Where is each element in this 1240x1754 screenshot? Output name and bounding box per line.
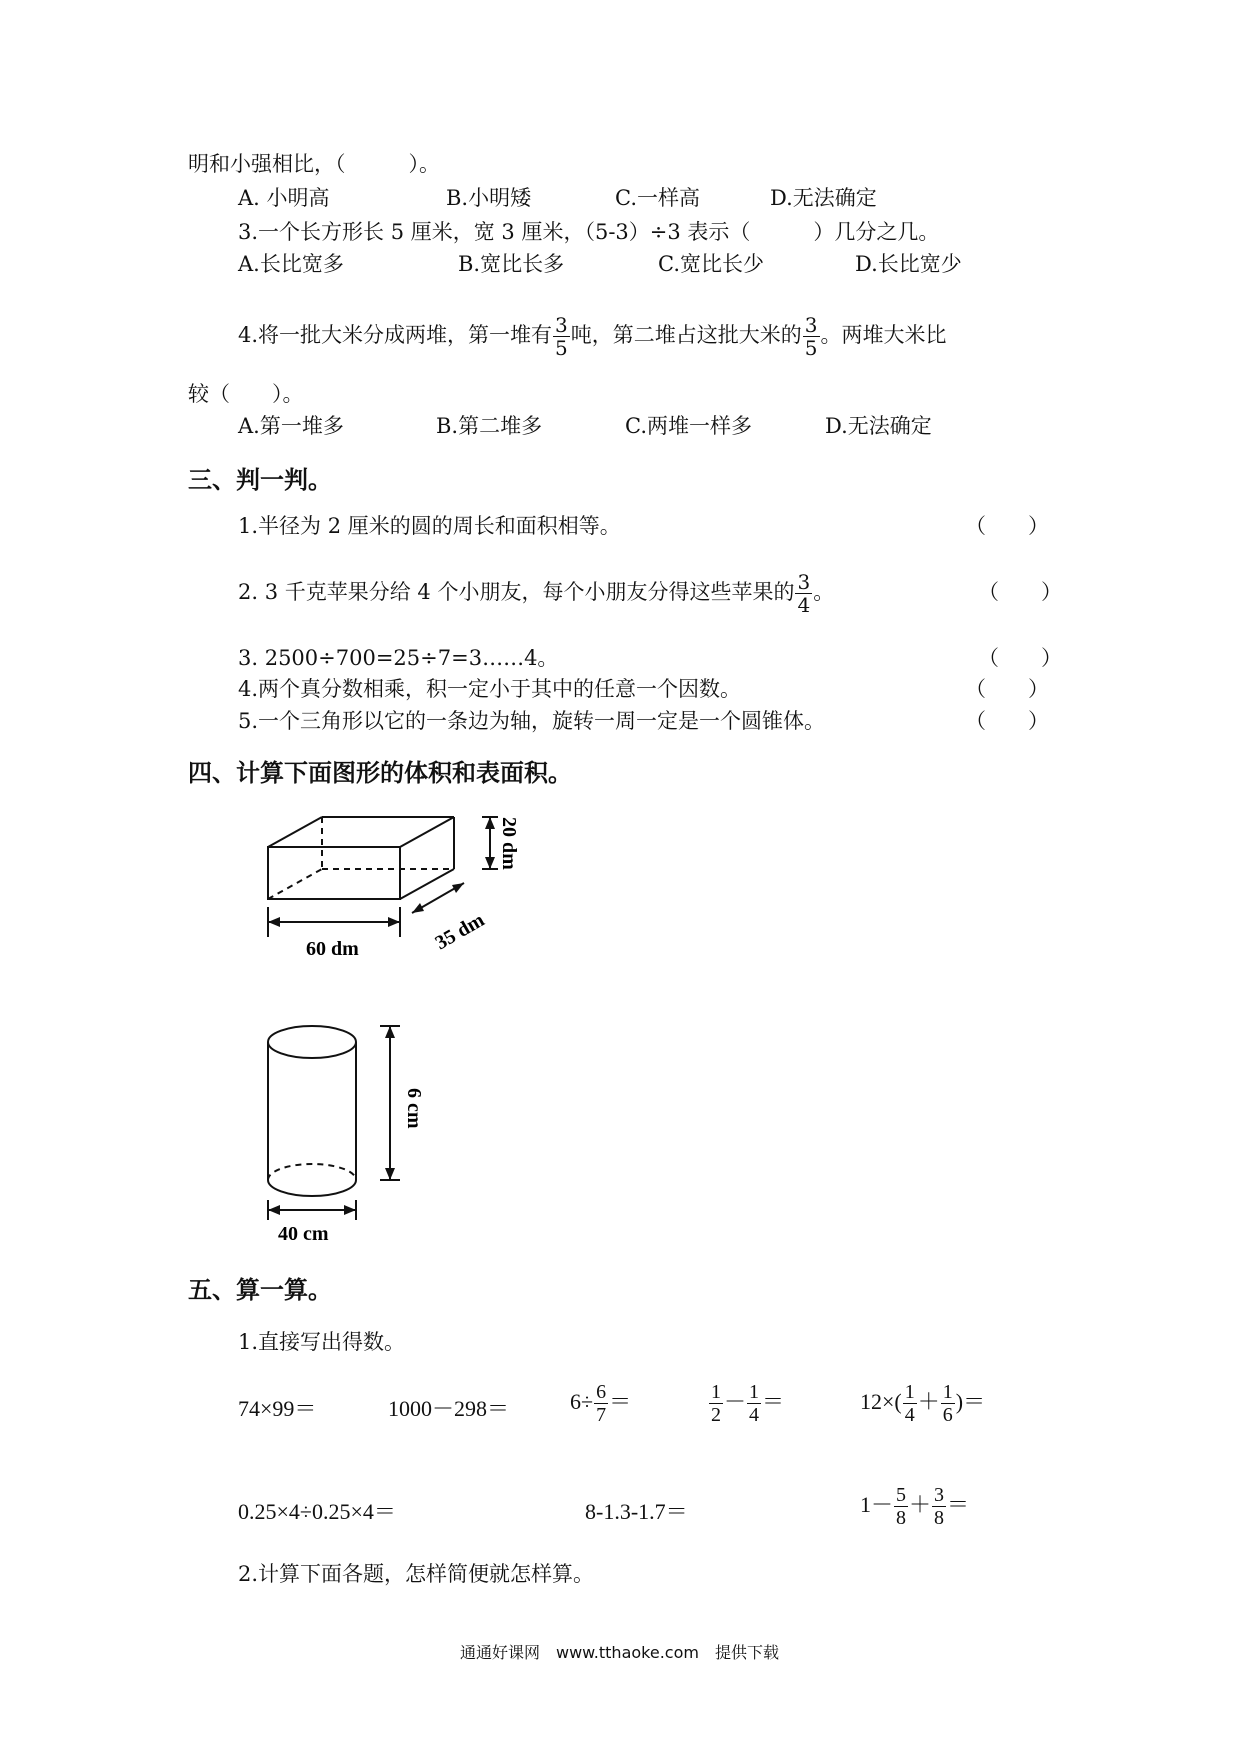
calc-expr-3-numerator: 6 <box>596 1381 607 1404</box>
q2-option-a: A. 小明高 <box>238 186 330 210</box>
q4-stem-part-c: 。两堆大米比 <box>820 323 947 347</box>
judge-item-2-tail: 。 <box>813 580 835 604</box>
calc-expr-4-operator: － <box>724 1389 747 1414</box>
calc-expr-8 <box>860 1475 969 1535</box>
calc-expr-3-equals: ＝ <box>609 1389 632 1414</box>
calc-expr-4 <box>708 1372 784 1432</box>
judge-item-2-text: 2. 3 千克苹果分给 4 个小朋友，每个小朋友分得这些苹果的 <box>238 580 795 604</box>
calc-expr-8-denominator-1: 8 <box>896 1507 907 1530</box>
q4-stem-continuation: 较（ ）。 <box>188 382 304 406</box>
calc-expr-5-fraction-2 <box>941 1382 955 1425</box>
q2-option-b: B.小明矮 <box>446 186 532 210</box>
calc-expr-5-numerator-1: 1 <box>904 1381 915 1404</box>
cylinder-diameter-label: 40 cm <box>278 1223 329 1245</box>
cuboid-figure <box>240 805 560 970</box>
q4-option-a: A.第一堆多 <box>238 414 344 438</box>
judge-item-2-fraction <box>795 572 812 615</box>
cuboid-height-label: 20 dm <box>498 817 520 870</box>
q4-option-b: B.第二堆多 <box>436 414 543 438</box>
q4-fraction-2-numerator: 3 <box>804 313 818 337</box>
calc-expr-5-denominator-1: 4 <box>904 1404 915 1427</box>
cylinder-height-label: 6 cm <box>403 1088 425 1129</box>
calc-expr-5-prefix: 12×( <box>860 1389 902 1414</box>
q4-fraction-1-numerator: 3 <box>555 313 568 337</box>
cuboid-length-label: 60 dm <box>306 938 359 960</box>
calc-expr-5 <box>860 1372 985 1432</box>
calc-expr-4-denominator-2: 4 <box>749 1404 760 1427</box>
cylinder-figure <box>260 1020 450 1250</box>
calc-expr-8-prefix: 1－ <box>860 1492 894 1517</box>
section-5-title: 五、算一算。 <box>188 1276 332 1304</box>
judge-paren-1: （ ） <box>965 514 1049 538</box>
judge-item-2 <box>238 562 834 622</box>
calc-expr-5-suffix: )＝ <box>955 1389 986 1414</box>
q4-fraction-2 <box>803 315 820 358</box>
calc-expr-4-fraction-1 <box>709 1382 723 1425</box>
q4-stem <box>238 305 947 365</box>
calc-subtitle-1: 1.直接写出得数。 <box>238 1330 406 1354</box>
calc-expr-3-fraction <box>594 1382 608 1425</box>
q3-option-b: B.宽比长多 <box>458 252 565 276</box>
calc-expr-8-numerator-2: 3 <box>934 1484 945 1507</box>
calc-expr-6: 0.25×4÷0.25×4＝ <box>238 1499 396 1524</box>
section-4-title: 四、计算下面图形的体积和表面积。 <box>188 759 572 787</box>
section-3-title: 三、判一判。 <box>188 466 332 494</box>
calc-expr-8-numerator-1: 5 <box>896 1484 907 1507</box>
judge-paren-2: （ ） <box>978 580 1062 604</box>
q2-option-d: D.无法确定 <box>770 186 877 210</box>
calc-subtitle-2: 2.计算下面各题，怎样简便就怎样算。 <box>238 1562 595 1586</box>
q4-stem-part-b: 吨，第二堆占这批大米的 <box>570 323 802 347</box>
judge-item-3: 3. 2500÷700=25÷7=3……4。 <box>238 646 559 670</box>
calc-expr-3 <box>570 1372 631 1432</box>
q4-fraction-1 <box>553 315 570 358</box>
calc-expr-4-numerator-2: 1 <box>749 1381 760 1404</box>
calc-expr-5-operator: ＋ <box>917 1389 940 1414</box>
calc-expr-3-denominator: 7 <box>596 1404 607 1427</box>
q4-fraction-2-denominator: 5 <box>804 336 818 360</box>
calc-expr-3-prefix: 6÷ <box>570 1389 594 1414</box>
judge-item-4: 4.两个真分数相乘，积一定小于其中的任意一个因数。 <box>238 677 742 701</box>
calc-expr-1: 74×99＝ <box>238 1396 317 1421</box>
calc-expr-5-fraction-1 <box>903 1382 917 1425</box>
judge-item-2-fraction-denominator: 4 <box>797 593 811 617</box>
calc-expr-4-fraction-2 <box>747 1382 761 1425</box>
calc-expr-2: 1000－298＝ <box>388 1396 510 1421</box>
calc-expr-5-numerator-2: 1 <box>942 1381 953 1404</box>
calc-expr-7: 8-1.3-1.7＝ <box>585 1499 688 1524</box>
q3-option-a: A.长比宽多 <box>238 252 344 276</box>
calc-expr-4-equals: ＝ <box>762 1389 785 1414</box>
judge-item-1: 1.半径为 2 厘米的圆的周长和面积相等。 <box>238 514 621 538</box>
calc-expr-8-denominator-2: 8 <box>934 1507 945 1530</box>
q4-option-d: D.无法确定 <box>825 414 932 438</box>
calc-expr-8-fraction-2 <box>932 1485 946 1528</box>
q3-option-d: D.长比宽少 <box>855 252 962 276</box>
q2-stem-continuation: 明和小强相比，（ ）。 <box>188 152 440 176</box>
judge-paren-3: （ ） <box>978 646 1062 670</box>
calc-expr-8-fraction-1 <box>894 1485 908 1528</box>
judge-paren-5: （ ） <box>965 709 1049 733</box>
judge-item-2-fraction-numerator: 3 <box>797 570 811 594</box>
q4-stem-part-a: 4.将一批大米分成两堆，第一堆有 <box>238 323 553 347</box>
q3-option-c: C.宽比长少 <box>658 252 764 276</box>
calc-expr-4-denominator-1: 2 <box>711 1404 721 1427</box>
q4-option-c: C.两堆一样多 <box>625 414 752 438</box>
q2-option-c: C.一样高 <box>615 186 700 210</box>
judge-paren-4: （ ） <box>965 677 1049 701</box>
calc-expr-8-operator: ＋ <box>909 1492 932 1517</box>
q4-fraction-1-denominator: 5 <box>555 336 568 360</box>
calc-expr-4-numerator-1: 1 <box>711 1381 721 1404</box>
calc-expr-8-equals: ＝ <box>947 1492 970 1517</box>
page-footer: 通通好课网 www.tthaoke.com 提供下载 <box>460 1643 779 1662</box>
cuboid-width-label: 35 dm <box>431 908 489 955</box>
judge-item-5: 5.一个三角形以它的一条边为轴，旋转一周一定是一个圆锥体。 <box>238 709 826 733</box>
q3-stem: 3.一个长方形长 5 厘米，宽 3 厘米，（5-3）÷3 表示（ ）几分之几。 <box>238 220 940 244</box>
calc-expr-5-denominator-2: 6 <box>942 1404 953 1427</box>
